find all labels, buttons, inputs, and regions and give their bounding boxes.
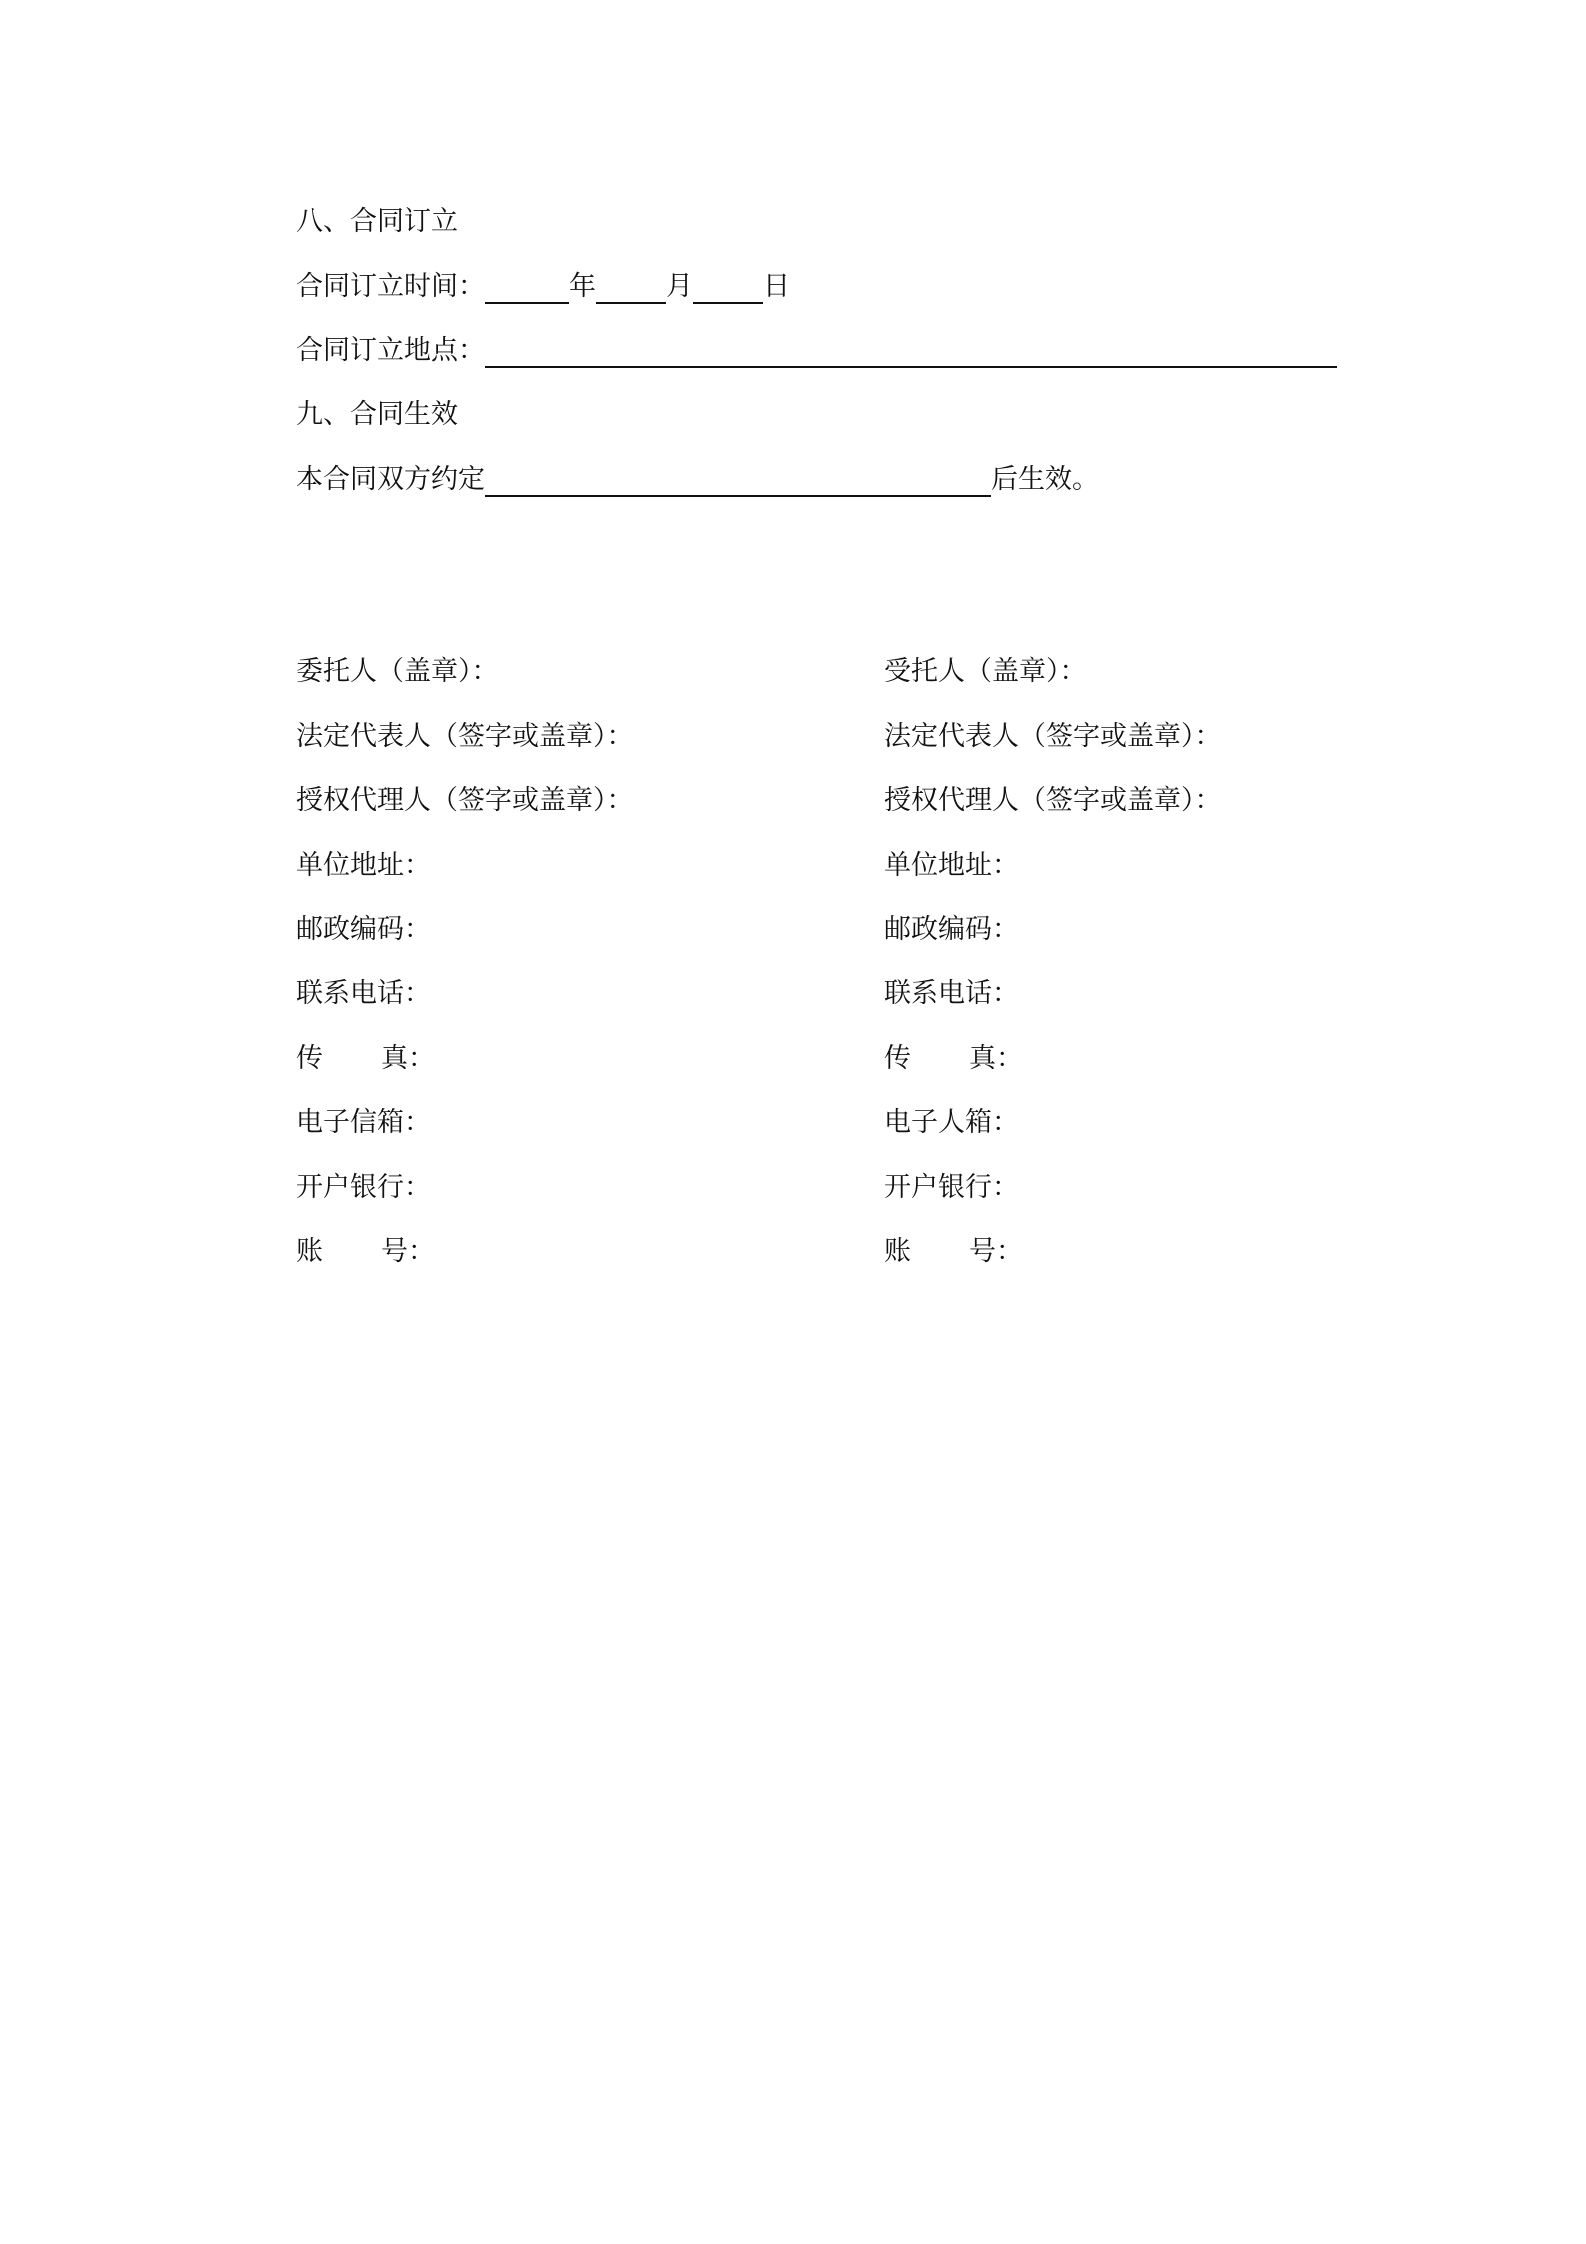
left-fax-char-b: 真： — [381, 1043, 435, 1074]
effect-suffix: 后生效。 — [991, 464, 1099, 495]
left-postcode-label: 邮政编码： — [296, 914, 431, 945]
left-bank-label: 开户银行： — [296, 1172, 431, 1203]
day-blank[interactable] — [693, 272, 763, 304]
effect-condition-blank[interactable] — [485, 465, 991, 497]
contract-effect-row — [296, 463, 1099, 497]
right-address-label: 单位地址： — [884, 850, 1019, 881]
year-label: 年 — [569, 271, 596, 302]
month-blank[interactable] — [596, 272, 666, 304]
right-account-char-b: 号： — [969, 1236, 1023, 1267]
left-fax-char-a: 传 — [296, 1043, 323, 1074]
right-agent-label: 授权代理人（签字或盖章）： — [884, 785, 1222, 816]
left-address-label: 单位地址： — [296, 850, 431, 881]
left-account-label — [296, 1235, 435, 1269]
right-phone-label: 联系电话： — [884, 978, 1019, 1009]
left-account-char-a: 账 — [296, 1236, 323, 1267]
right-party-label: 受托人（盖章）： — [884, 656, 1087, 687]
right-fax-label — [884, 1042, 1023, 1076]
left-phone-label: 联系电话： — [296, 978, 431, 1009]
right-email-label: 电子人箱： — [884, 1107, 1019, 1138]
right-bank-label: 开户银行： — [884, 1172, 1019, 1203]
right-legal-rep-label: 法定代表人（签字或盖章）： — [884, 721, 1222, 752]
right-fax-char-b: 真： — [969, 1043, 1023, 1074]
year-blank[interactable] — [485, 272, 569, 304]
month-label: 月 — [666, 271, 693, 302]
right-fax-char-a: 传 — [884, 1043, 911, 1074]
day-label: 日 — [763, 271, 790, 302]
left-legal-rep-label: 法定代表人（签字或盖章）： — [296, 721, 634, 752]
contract-place-label: 合同订立地点： — [296, 335, 485, 366]
left-account-char-b: 号： — [381, 1236, 435, 1267]
contract-time-label: 合同订立时间： — [296, 271, 485, 302]
left-party-label: 委托人（盖章）： — [296, 656, 499, 687]
right-account-label — [884, 1235, 1023, 1269]
right-account-char-a: 账 — [884, 1236, 911, 1267]
left-email-label: 电子信箱： — [296, 1107, 431, 1138]
left-agent-label: 授权代理人（签字或盖章）： — [296, 785, 634, 816]
left-fax-label — [296, 1042, 435, 1076]
effect-prefix: 本合同双方约定 — [296, 464, 485, 495]
section9-heading: 九、合同生效 — [296, 399, 458, 430]
section8-heading: 八、合同订立 — [296, 206, 458, 237]
contract-place-row — [296, 334, 1337, 368]
right-postcode-label: 邮政编码： — [884, 914, 1019, 945]
contract-place-blank[interactable] — [485, 336, 1337, 368]
contract-time-row — [296, 270, 790, 304]
